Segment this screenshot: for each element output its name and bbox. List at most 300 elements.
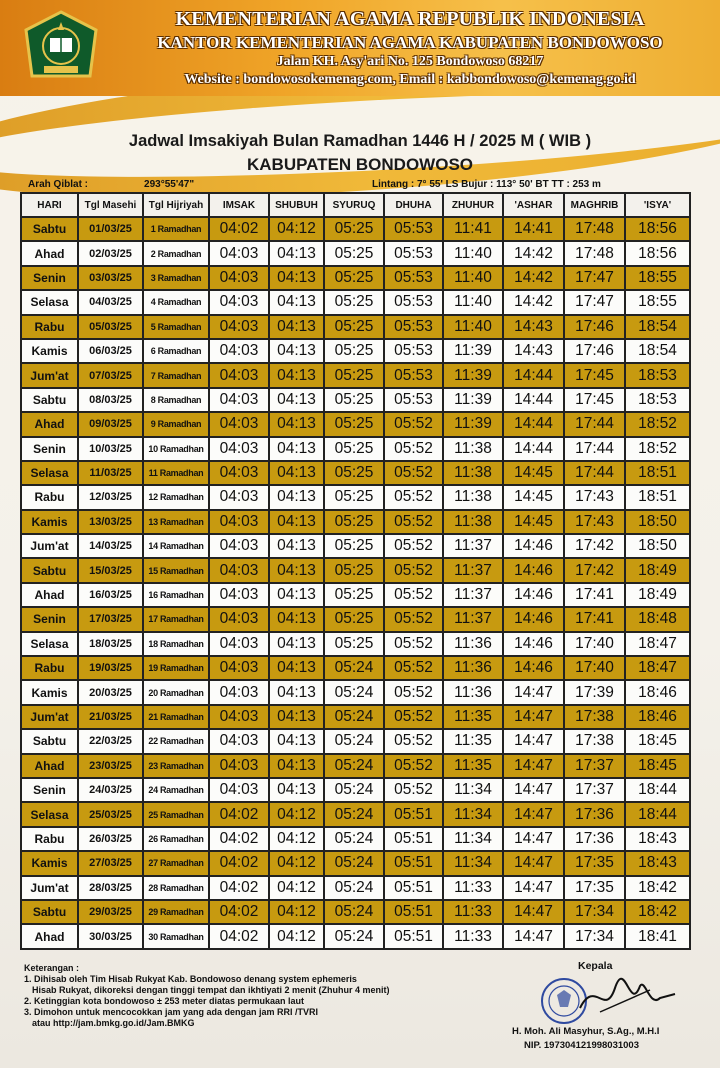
qiblat-value: 293°55'47" [144, 179, 195, 190]
dhuha-cell: 05:53 [384, 290, 443, 314]
note-line: 1. Dihisab oleh Tim Hisab Rukyat Kab. Bondowoso denang system ephemeris [24, 973, 357, 984]
ashar-cell: 14:43 [503, 315, 564, 339]
day-cell: Jum'at [21, 363, 78, 387]
hijri-date-cell: 2 Ramadhan [143, 241, 209, 265]
table-row [21, 632, 690, 656]
table-row [21, 339, 690, 363]
day-cell: Rabu [21, 656, 78, 680]
imsak-cell: 04:02 [209, 802, 269, 826]
dhuha-cell: 05:53 [384, 315, 443, 339]
gregorian-date-cell: 25/03/25 [78, 802, 143, 826]
imsak-cell: 04:03 [209, 510, 269, 534]
zhuhur-cell: 11:37 [443, 534, 503, 558]
table-row [21, 510, 690, 534]
syuruq-cell: 05:25 [324, 437, 384, 461]
gregorian-date-cell: 29/03/25 [78, 900, 143, 924]
maghrib-cell: 17:44 [564, 412, 625, 436]
notes-section [24, 963, 444, 1029]
maghrib-cell: 17:46 [564, 339, 625, 363]
ashar-cell: 14:46 [503, 558, 564, 582]
zhuhur-cell: 11:34 [443, 778, 503, 802]
isya-cell: 18:41 [625, 924, 690, 948]
shubuh-cell: 04:13 [269, 754, 324, 778]
day-cell: Selasa [21, 802, 78, 826]
maghrib-cell: 17:38 [564, 705, 625, 729]
maghrib-cell: 17:48 [564, 217, 625, 241]
gregorian-date-cell: 17/03/25 [78, 607, 143, 631]
maghrib-cell: 17:34 [564, 900, 625, 924]
table-row [21, 705, 690, 729]
imsak-cell: 04:03 [209, 339, 269, 363]
column-header: Tgl Masehi [78, 193, 143, 217]
gregorian-date-cell: 22/03/25 [78, 729, 143, 753]
dhuha-cell: 05:53 [384, 339, 443, 363]
table-row [21, 388, 690, 412]
ashar-cell: 14:47 [503, 827, 564, 851]
ashar-cell: 14:47 [503, 802, 564, 826]
maghrib-cell: 17:41 [564, 583, 625, 607]
coordinates-info: Lintang : 7° 55' LS Bujur : 113° 50' BT TT : 253 m [372, 179, 601, 190]
ashar-cell: 14:45 [503, 461, 564, 485]
imsak-cell: 04:03 [209, 729, 269, 753]
gregorian-date-cell: 14/03/25 [78, 534, 143, 558]
ashar-cell: 14:44 [503, 412, 564, 436]
zhuhur-cell: 11:36 [443, 632, 503, 656]
table-row [21, 217, 690, 241]
syuruq-cell: 05:25 [324, 412, 384, 436]
imsak-cell: 04:03 [209, 778, 269, 802]
hijri-date-cell: 22 Ramadhan [143, 729, 209, 753]
isya-cell: 18:51 [625, 485, 690, 509]
hijri-date-cell: 4 Ramadhan [143, 290, 209, 314]
maghrib-cell: 17:45 [564, 388, 625, 412]
isya-cell: 18:52 [625, 437, 690, 461]
shubuh-cell: 04:13 [269, 388, 324, 412]
note-line: 3. Dimohon untuk mencocokkan jam yang ada dengan jam RRI /TVRI [24, 1006, 319, 1017]
hijri-date-cell: 25 Ramadhan [143, 802, 209, 826]
day-cell: Ahad [21, 412, 78, 436]
day-cell: Rabu [21, 315, 78, 339]
isya-cell: 18:53 [625, 363, 690, 387]
table-row [21, 266, 690, 290]
table-row [21, 583, 690, 607]
isya-cell: 18:50 [625, 510, 690, 534]
shubuh-cell: 04:12 [269, 827, 324, 851]
schedule-region: KABUPATEN BONDOWOSO [246, 155, 474, 174]
hijri-date-cell: 11 Ramadhan [143, 461, 209, 485]
gregorian-date-cell: 12/03/25 [78, 485, 143, 509]
isya-cell: 18:50 [625, 534, 690, 558]
day-cell: Kamis [21, 680, 78, 704]
gregorian-date-cell: 15/03/25 [78, 558, 143, 582]
gregorian-date-cell: 04/03/25 [78, 290, 143, 314]
isya-cell: 18:53 [625, 388, 690, 412]
hijri-date-cell: 10 Ramadhan [143, 437, 209, 461]
ministry-name: KEMENTERIAN AGAMA REPUBLIK INDONESIA [175, 8, 645, 30]
signatory-title: Kepala [578, 960, 613, 972]
table-row [21, 607, 690, 631]
syuruq-cell: 05:24 [324, 924, 384, 948]
gregorian-date-cell: 16/03/25 [78, 583, 143, 607]
shubuh-cell: 04:13 [269, 607, 324, 631]
zhuhur-cell: 11:39 [443, 412, 503, 436]
column-header: IMSAK [209, 193, 269, 217]
ashar-cell: 14:42 [503, 241, 564, 265]
ashar-cell: 14:46 [503, 534, 564, 558]
ashar-cell: 14:47 [503, 924, 564, 948]
imsak-cell: 04:03 [209, 705, 269, 729]
ashar-cell: 14:44 [503, 388, 564, 412]
zhuhur-cell: 11:40 [443, 290, 503, 314]
table-row [21, 534, 690, 558]
imsak-cell: 04:03 [209, 461, 269, 485]
zhuhur-cell: 11:39 [443, 339, 503, 363]
gregorian-date-cell: 11/03/25 [78, 461, 143, 485]
office-contact: Website : bondowosokemenag.com, Email : kabbondowoso@kemenag.go.id [184, 72, 636, 87]
table-row [21, 290, 690, 314]
isya-cell: 18:46 [625, 705, 690, 729]
hijri-date-cell: 17 Ramadhan [143, 607, 209, 631]
qiblat-label: Arah Qiblat : [28, 179, 89, 190]
day-cell: Rabu [21, 485, 78, 509]
isya-cell: 18:46 [625, 680, 690, 704]
day-cell: Jum'at [21, 534, 78, 558]
imsak-cell: 04:03 [209, 632, 269, 656]
ashar-cell: 14:46 [503, 583, 564, 607]
maghrib-cell: 17:42 [564, 558, 625, 582]
imsak-cell: 04:03 [209, 534, 269, 558]
day-cell: Selasa [21, 290, 78, 314]
gregorian-date-cell: 06/03/25 [78, 339, 143, 363]
dhuha-cell: 05:51 [384, 876, 443, 900]
gregorian-date-cell: 30/03/25 [78, 924, 143, 948]
maghrib-cell: 17:41 [564, 607, 625, 631]
syuruq-cell: 05:24 [324, 900, 384, 924]
imsak-cell: 04:03 [209, 656, 269, 680]
isya-cell: 18:48 [625, 607, 690, 631]
table-row [21, 558, 690, 582]
shubuh-cell: 04:13 [269, 632, 324, 656]
gregorian-date-cell: 09/03/25 [78, 412, 143, 436]
dhuha-cell: 05:52 [384, 632, 443, 656]
column-header: ZHUHUR [443, 193, 503, 217]
gregorian-date-cell: 27/03/25 [78, 851, 143, 875]
table-row [21, 412, 690, 436]
shubuh-cell: 04:13 [269, 558, 324, 582]
zhuhur-cell: 11:40 [443, 315, 503, 339]
shubuh-cell: 04:12 [269, 876, 324, 900]
hijri-date-cell: 6 Ramadhan [143, 339, 209, 363]
dhuha-cell: 05:51 [384, 900, 443, 924]
isya-cell: 18:54 [625, 315, 690, 339]
shubuh-cell: 04:13 [269, 656, 324, 680]
table-row [21, 827, 690, 851]
column-header: 'ISYA' [625, 193, 690, 217]
ashar-cell: 14:42 [503, 290, 564, 314]
zhuhur-cell: 11:37 [443, 607, 503, 631]
zhuhur-cell: 11:37 [443, 583, 503, 607]
isya-cell: 18:52 [625, 412, 690, 436]
day-cell: Rabu [21, 827, 78, 851]
table-body [21, 217, 690, 949]
maghrib-cell: 17:36 [564, 827, 625, 851]
gregorian-date-cell: 20/03/25 [78, 680, 143, 704]
table-row [21, 680, 690, 704]
syuruq-cell: 05:24 [324, 778, 384, 802]
shubuh-cell: 04:13 [269, 266, 324, 290]
maghrib-cell: 17:40 [564, 632, 625, 656]
zhuhur-cell: 11:39 [443, 388, 503, 412]
gregorian-date-cell: 08/03/25 [78, 388, 143, 412]
zhuhur-cell: 11:36 [443, 656, 503, 680]
hijri-date-cell: 16 Ramadhan [143, 583, 209, 607]
gregorian-date-cell: 23/03/25 [78, 754, 143, 778]
imsak-cell: 04:03 [209, 388, 269, 412]
hijri-date-cell: 13 Ramadhan [143, 510, 209, 534]
ashar-cell: 14:47 [503, 754, 564, 778]
maghrib-cell: 17:44 [564, 461, 625, 485]
dhuha-cell: 05:53 [384, 241, 443, 265]
dhuha-cell: 05:52 [384, 729, 443, 753]
zhuhur-cell: 11:40 [443, 241, 503, 265]
hijri-date-cell: 3 Ramadhan [143, 266, 209, 290]
table-row [21, 729, 690, 753]
dhuha-cell: 05:52 [384, 583, 443, 607]
maghrib-cell: 17:35 [564, 876, 625, 900]
maghrib-cell: 17:44 [564, 437, 625, 461]
shubuh-cell: 04:13 [269, 583, 324, 607]
syuruq-cell: 05:24 [324, 656, 384, 680]
shubuh-cell: 04:13 [269, 290, 324, 314]
ashar-cell: 14:47 [503, 876, 564, 900]
gregorian-date-cell: 28/03/25 [78, 876, 143, 900]
dhuha-cell: 05:53 [384, 266, 443, 290]
dhuha-cell: 05:52 [384, 656, 443, 680]
imsak-cell: 04:03 [209, 241, 269, 265]
isya-cell: 18:45 [625, 729, 690, 753]
table-row [21, 778, 690, 802]
column-header: SHUBUH [269, 193, 324, 217]
isya-cell: 18:49 [625, 583, 690, 607]
ashar-cell: 14:47 [503, 900, 564, 924]
maghrib-cell: 17:47 [564, 266, 625, 290]
maghrib-cell: 17:48 [564, 241, 625, 265]
office-name: KANTOR KEMENTERIAN AGAMA KABUPATEN BONDOWOSO [157, 33, 663, 52]
dhuha-cell: 05:52 [384, 437, 443, 461]
ashar-cell: 14:41 [503, 217, 564, 241]
gregorian-date-cell: 01/03/25 [78, 217, 143, 241]
imsak-cell: 04:03 [209, 412, 269, 436]
note-line: Hisab Rukyat, dikoreksi dengan tinggi tempat dan ikhtiyati 2 menit (Zhuhur 4 menit) [32, 984, 390, 995]
day-cell: Senin [21, 778, 78, 802]
gregorian-date-cell: 21/03/25 [78, 705, 143, 729]
day-cell: Sabtu [21, 217, 78, 241]
hijri-date-cell: 23 Ramadhan [143, 754, 209, 778]
isya-cell: 18:44 [625, 778, 690, 802]
ashar-cell: 14:47 [503, 680, 564, 704]
maghrib-cell: 17:37 [564, 754, 625, 778]
isya-cell: 18:42 [625, 876, 690, 900]
ashar-cell: 14:44 [503, 437, 564, 461]
gregorian-date-cell: 18/03/25 [78, 632, 143, 656]
syuruq-cell: 05:24 [324, 680, 384, 704]
hijri-date-cell: 29 Ramadhan [143, 900, 209, 924]
day-cell: Ahad [21, 583, 78, 607]
imsak-cell: 04:03 [209, 437, 269, 461]
shubuh-cell: 04:12 [269, 900, 324, 924]
isya-cell: 18:42 [625, 900, 690, 924]
imsakiyah-table [20, 192, 691, 950]
imsak-cell: 04:03 [209, 754, 269, 778]
dhuha-cell: 05:53 [384, 388, 443, 412]
dhuha-cell: 05:52 [384, 510, 443, 534]
maghrib-cell: 17:38 [564, 729, 625, 753]
isya-cell: 18:49 [625, 558, 690, 582]
ashar-cell: 14:47 [503, 705, 564, 729]
ashar-cell: 14:46 [503, 607, 564, 631]
day-cell: Selasa [21, 461, 78, 485]
ashar-cell: 14:47 [503, 778, 564, 802]
syuruq-cell: 05:25 [324, 315, 384, 339]
shubuh-cell: 04:13 [269, 461, 324, 485]
maghrib-cell: 17:43 [564, 485, 625, 509]
handwritten-signature-icon [570, 968, 680, 1028]
dhuha-cell: 05:52 [384, 680, 443, 704]
maghrib-cell: 17:42 [564, 534, 625, 558]
table-row [21, 656, 690, 680]
syuruq-cell: 05:25 [324, 339, 384, 363]
zhuhur-cell: 11:35 [443, 729, 503, 753]
imsak-cell: 04:03 [209, 680, 269, 704]
gregorian-date-cell: 26/03/25 [78, 827, 143, 851]
dhuha-cell: 05:51 [384, 924, 443, 948]
dhuha-cell: 05:52 [384, 412, 443, 436]
isya-cell: 18:54 [625, 339, 690, 363]
syuruq-cell: 05:24 [324, 754, 384, 778]
ashar-cell: 14:46 [503, 656, 564, 680]
isya-cell: 18:51 [625, 461, 690, 485]
day-cell: Jum'at [21, 876, 78, 900]
isya-cell: 18:47 [625, 656, 690, 680]
hijri-date-cell: 30 Ramadhan [143, 924, 209, 948]
zhuhur-cell: 11:36 [443, 680, 503, 704]
dhuha-cell: 05:51 [384, 827, 443, 851]
maghrib-cell: 17:37 [564, 778, 625, 802]
syuruq-cell: 05:25 [324, 290, 384, 314]
zhuhur-cell: 11:38 [443, 461, 503, 485]
shubuh-cell: 04:13 [269, 241, 324, 265]
day-cell: Kamis [21, 510, 78, 534]
syuruq-cell: 05:25 [324, 217, 384, 241]
table-header-row [21, 193, 690, 217]
zhuhur-cell: 11:38 [443, 437, 503, 461]
hijri-date-cell: 26 Ramadhan [143, 827, 209, 851]
zhuhur-cell: 11:38 [443, 510, 503, 534]
maghrib-cell: 17:40 [564, 656, 625, 680]
syuruq-cell: 05:25 [324, 388, 384, 412]
shubuh-cell: 04:13 [269, 339, 324, 363]
isya-cell: 18:44 [625, 802, 690, 826]
shubuh-cell: 04:13 [269, 510, 324, 534]
notes-label: Keterangan : [24, 963, 80, 973]
gregorian-date-cell: 05/03/25 [78, 315, 143, 339]
imsak-cell: 04:03 [209, 583, 269, 607]
table-row [21, 461, 690, 485]
zhuhur-cell: 11:33 [443, 924, 503, 948]
imsak-cell: 04:02 [209, 876, 269, 900]
zhuhur-cell: 11:35 [443, 754, 503, 778]
imsak-cell: 04:02 [209, 851, 269, 875]
kemenag-logo-icon [22, 10, 100, 84]
day-cell: Senin [21, 266, 78, 290]
table-row [21, 241, 690, 265]
maghrib-cell: 17:36 [564, 802, 625, 826]
table-row [21, 485, 690, 509]
zhuhur-cell: 11:33 [443, 900, 503, 924]
shubuh-cell: 04:12 [269, 217, 324, 241]
hijri-date-cell: 9 Ramadhan [143, 412, 209, 436]
day-cell: Senin [21, 437, 78, 461]
office-address: Jalan KH. Asy'ari No. 125 Bondowoso 68217 [276, 54, 544, 69]
dhuha-cell: 05:53 [384, 217, 443, 241]
imsak-cell: 04:03 [209, 315, 269, 339]
zhuhur-cell: 11:37 [443, 558, 503, 582]
schedule-title: Jadwal Imsakiyah Bulan Ramadhan 1446 H / 2025 M ( WIB ) [128, 132, 592, 150]
imsak-cell: 04:02 [209, 924, 269, 948]
day-cell: Ahad [21, 241, 78, 265]
dhuha-cell: 05:52 [384, 778, 443, 802]
hijri-date-cell: 19 Ramadhan [143, 656, 209, 680]
note-line: 2. Ketinggian kota bondowoso ± 253 meter diatas permukaan laut [24, 995, 305, 1006]
dhuha-cell: 05:52 [384, 461, 443, 485]
table-row [21, 802, 690, 826]
maghrib-cell: 17:43 [564, 510, 625, 534]
shubuh-cell: 04:12 [269, 851, 324, 875]
syuruq-cell: 05:25 [324, 583, 384, 607]
dhuha-cell: 05:52 [384, 607, 443, 631]
hijri-date-cell: 24 Ramadhan [143, 778, 209, 802]
shubuh-cell: 04:13 [269, 412, 324, 436]
isya-cell: 18:56 [625, 217, 690, 241]
ashar-cell: 14:47 [503, 729, 564, 753]
zhuhur-cell: 11:34 [443, 802, 503, 826]
imsak-cell: 04:03 [209, 363, 269, 387]
hijri-date-cell: 5 Ramadhan [143, 315, 209, 339]
column-header: SYURUQ [324, 193, 384, 217]
day-cell: Sabtu [21, 388, 78, 412]
syuruq-cell: 05:24 [324, 827, 384, 851]
syuruq-cell: 05:25 [324, 558, 384, 582]
zhuhur-cell: 11:33 [443, 876, 503, 900]
shubuh-cell: 04:12 [269, 924, 324, 948]
gregorian-date-cell: 19/03/25 [78, 656, 143, 680]
gregorian-date-cell: 07/03/25 [78, 363, 143, 387]
gregorian-date-cell: 02/03/25 [78, 241, 143, 265]
shubuh-cell: 04:13 [269, 363, 324, 387]
syuruq-cell: 05:25 [324, 632, 384, 656]
dhuha-cell: 05:51 [384, 802, 443, 826]
syuruq-cell: 05:24 [324, 851, 384, 875]
isya-cell: 18:56 [625, 241, 690, 265]
ashar-cell: 14:46 [503, 632, 564, 656]
note-line: atau http://jam.bmkg.go.id/Jam.BMKG [32, 1017, 195, 1028]
shubuh-cell: 04:13 [269, 437, 324, 461]
dhuha-cell: 05:52 [384, 754, 443, 778]
hijri-date-cell: 7 Ramadhan [143, 363, 209, 387]
isya-cell: 18:47 [625, 632, 690, 656]
zhuhur-cell: 11:34 [443, 827, 503, 851]
shubuh-cell: 04:13 [269, 729, 324, 753]
